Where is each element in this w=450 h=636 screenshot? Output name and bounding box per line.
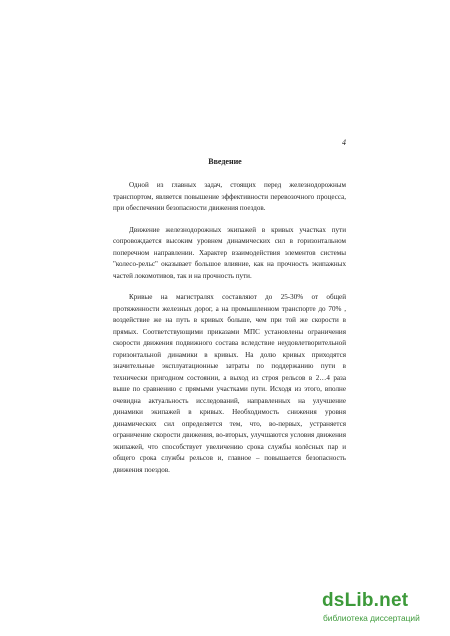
- page-number: 4: [342, 138, 346, 147]
- watermark-logo: dsLib.net: [322, 590, 409, 611]
- section-heading: Введение: [208, 157, 242, 166]
- watermark: [322, 590, 442, 626]
- paragraph: Одной из главных задач, стоящих перед железнодорожным транспортом, является повышение эффективности перевозочного процесса, при обеспечении безопасности движения поездов.: [113, 181, 346, 212]
- body-text: [113, 180, 346, 476]
- paragraph: Кривые на магистралях составляют до 25-30% от общей протяженности железных дорог, а на промышленном транспорте до 70% , воздействие же на путь в кривых больше, чем при той же скорости в прямых. Соответствующими приказами МПС установлены ограничения скорости движения подвижного состава вследствие неудовлетворительной горизонтальной динамики в кривых. На долю кривых приходятся значительные эксплуатационные затраты по поддержанию пути в технически пригодном состоянии, а выход из строя рельсов в 2…4 раза выше по сравнению с прямыми участками пути. Исходя из этого, вполне очевидна актуальность исследований, направленных на улучшение динамики экипажей в кривых. Необходимость снижения уровня динамических сил определяется тем, что, во-первых, устраняется ограничение скорости движения, во-вторых, улучшаются условия движения экипажей, что способствует увеличению срока службы колёсных пар и общего срока службы рельсов и, главное – повышается безопасность движения поездов.: [113, 293, 346, 474]
- watermark-tagline: библиотека диссертаций: [323, 613, 420, 623]
- paragraph: Движение железнодорожных экипажей в кривых участках пути сопровождается высоким уровнем динамических сил в горизонтальном поперечном направлении. Характер взаимодействия элементов системы "колесо-рельс" оказывает большое влияние, как на прочность экипажных частей локомотивов, так и на прочность пути.: [113, 225, 346, 280]
